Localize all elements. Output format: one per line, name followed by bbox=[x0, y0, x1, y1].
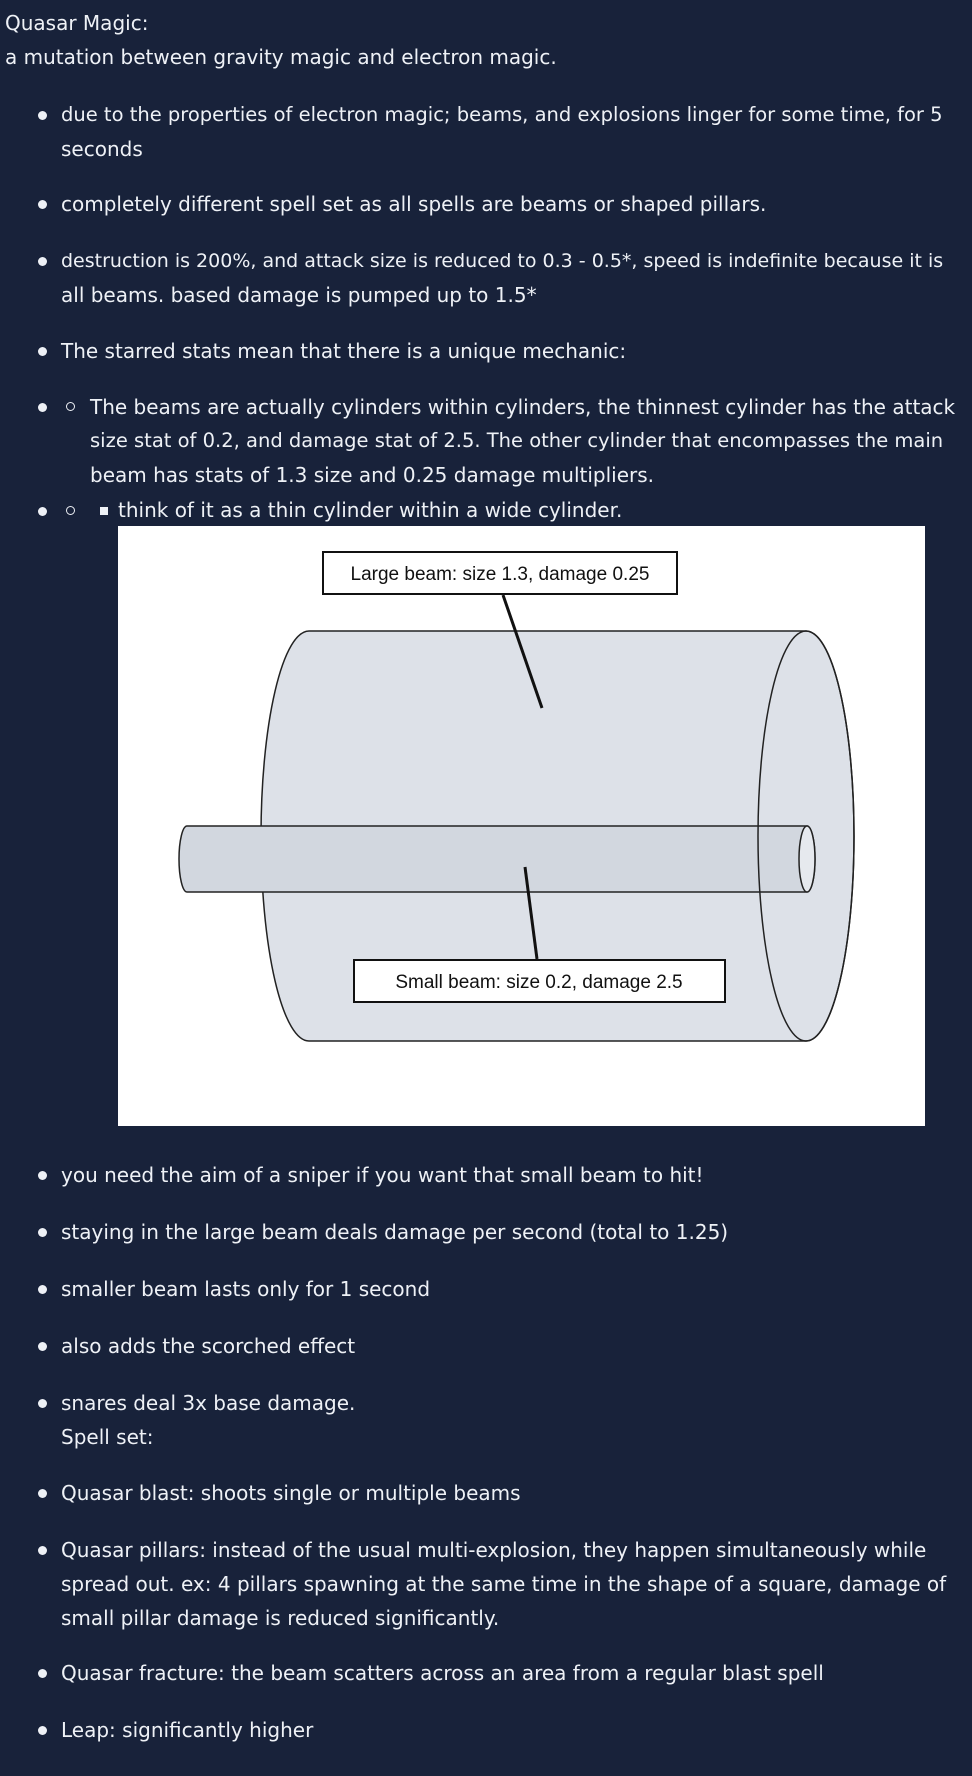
bullet-marker bbox=[38, 1669, 47, 1678]
bullet-marker bbox=[38, 200, 47, 209]
nested-bullet-marker bbox=[66, 402, 75, 411]
spell-2-line-2: spread out. ex: 4 pillars spawning at the same time in the shape of a square, damage of bbox=[61, 1572, 947, 1596]
doc-title: Quasar Magic: bbox=[5, 11, 149, 35]
bullet-marker bbox=[38, 403, 47, 412]
bullet-marker bbox=[38, 1171, 47, 1180]
cylinder-diagram bbox=[118, 526, 925, 1126]
nested-line-3: beam has stats of 1.3 size and 0.25 damage multipliers. bbox=[90, 463, 655, 487]
bullet-marker bbox=[38, 111, 47, 120]
nested-line-1: The beams are actually cylinders within cylinders, the thinnest cylinder has the attack bbox=[90, 395, 956, 419]
bullet-1-line-1: due to the properties of electron magic; beams, and explosions linger for some time, for 5 bbox=[61, 103, 943, 126]
deep-line: think of it as a thin cylinder within a wide cylinder. bbox=[118, 498, 623, 522]
spell-set-label: Spell set: bbox=[61, 1425, 154, 1449]
spell-3-line-1: Quasar fracture: the beam scatters across an area from a regular blast spell bbox=[61, 1661, 824, 1685]
bullet-marker bbox=[38, 1546, 47, 1555]
after-bullet-2: staying in the large beam deals damage per second (total to 1.25) bbox=[61, 1220, 729, 1244]
bullet-marker bbox=[38, 1228, 47, 1237]
bullet-marker bbox=[38, 1285, 47, 1294]
small-cylinder-body bbox=[179, 826, 815, 892]
bullet-marker bbox=[38, 507, 47, 516]
bullet-marker bbox=[38, 1726, 47, 1735]
bullet-marker bbox=[38, 1399, 47, 1408]
small-cylinder-cap bbox=[799, 826, 815, 892]
bullet-marker bbox=[38, 347, 47, 356]
spell-4-line-1: Leap: significantly higher bbox=[61, 1718, 314, 1742]
bullet-marker bbox=[38, 257, 47, 266]
after-bullet-5: snares deal 3x base damage. bbox=[61, 1391, 356, 1415]
bullet-3-line-2: all beams. based damage is pumped up to 1.5* bbox=[61, 283, 537, 307]
nested-bullet-marker bbox=[66, 506, 75, 515]
after-bullet-1: you need the aim of a sniper if you want that small beam to hit! bbox=[61, 1163, 704, 1187]
bullet-4-line-1: The starred stats mean that there is a unique mechanic: bbox=[61, 339, 627, 363]
doc-subtitle: a mutation between gravity magic and electron magic. bbox=[5, 45, 557, 69]
bullet-1-line-2: seconds bbox=[61, 137, 143, 161]
bullet-3-line-1: destruction is 200%, and attack size is reduced to 0.3 - 0.5*, speed is indefinite because it is bbox=[61, 250, 944, 272]
small-label: Small beam: size 0.2, damage 2.5 bbox=[395, 972, 683, 993]
after-bullet-4: also adds the scorched effect bbox=[61, 1334, 356, 1358]
bullet-marker bbox=[38, 1342, 47, 1351]
large-label: Large beam: size 1.3, damage 0.25 bbox=[350, 564, 650, 585]
nested-line-2: size stat of 0.2, and damage stat of 2.5. The other cylinder that encompasses the main bbox=[90, 429, 944, 452]
bullet-2-line-1: completely different spell set as all spells are beams or shaped pillars. bbox=[61, 192, 767, 216]
cylinder-diagram-svg bbox=[118, 526, 925, 1126]
spell-1-line-1: Quasar blast: shoots single or multiple beams bbox=[61, 1481, 521, 1505]
deep-bullet-marker bbox=[100, 507, 108, 515]
spell-2-line-3: small pillar damage is reduced significantly. bbox=[61, 1606, 500, 1630]
bullet-marker bbox=[38, 1489, 47, 1498]
spell-2-line-1: Quasar pillars: instead of the usual multi-explosion, they happen simultaneously while bbox=[61, 1538, 927, 1562]
after-bullet-3: smaller beam lasts only for 1 second bbox=[61, 1277, 431, 1301]
